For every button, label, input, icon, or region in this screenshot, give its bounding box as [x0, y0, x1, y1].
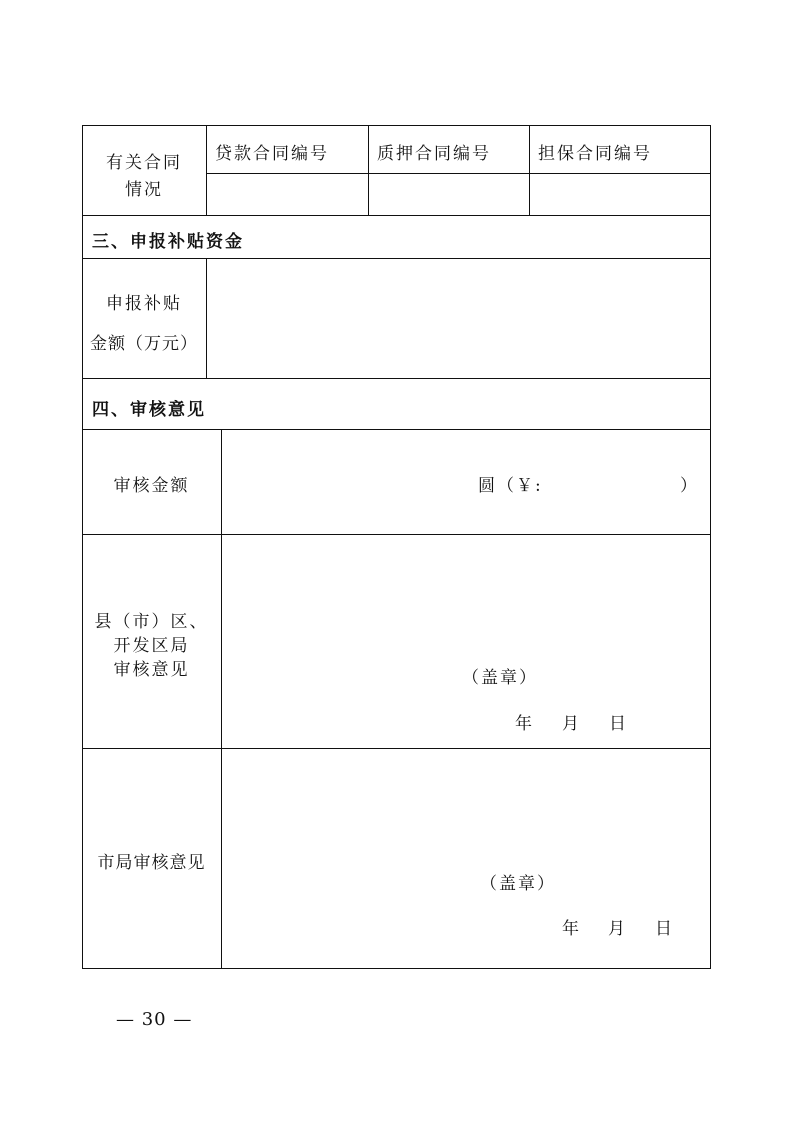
guarantee-contract-field[interactable]: [533, 180, 706, 210]
city-review-label: 市局审核意见: [97, 853, 206, 873]
page-number: — 30 —: [116, 1009, 193, 1030]
rule-contract-mid: [206, 173, 711, 174]
county-month: 月: [562, 714, 581, 734]
rule-audit-amount-bottom: [82, 534, 711, 535]
section3-title: 三、申报补贴资金: [92, 232, 244, 252]
county-day: 日: [609, 714, 628, 734]
rule-county-bottom: [82, 748, 711, 749]
city-year: 年: [562, 919, 581, 939]
county-year: 年: [515, 714, 534, 734]
city-seal: （盖章）: [480, 874, 556, 894]
subsidy-amount-field[interactable]: [212, 264, 706, 372]
rule-top: [82, 125, 711, 126]
loan-contract-field[interactable]: [210, 180, 364, 210]
rule-contract-col1: [206, 125, 207, 215]
rule-contract-bottom: [82, 215, 711, 216]
rule-section4-bottom: [82, 429, 711, 430]
county-review-label-2: 开发区局: [113, 636, 190, 656]
rule-section3-bottom: [82, 258, 711, 259]
subsidy-amount-label-1: 申报补贴: [106, 294, 182, 314]
loan-contract-header: 贷款合同编号: [215, 144, 329, 164]
audit-amount-text: 圆（￥:: [478, 476, 543, 496]
audit-amount-label: 审核金额: [113, 476, 190, 496]
contracts-row-label-1: 有关合同: [106, 153, 182, 173]
city-day: 日: [655, 919, 674, 939]
rule-amount-bottom: [82, 378, 711, 379]
pledge-contract-field[interactable]: [372, 180, 525, 210]
contracts-row-label-2: 情况: [125, 180, 163, 200]
rule-left: [82, 125, 83, 969]
rule-amount-col: [206, 258, 207, 378]
county-review-label-1: 县（市）区、: [94, 612, 209, 632]
rule-bottom: [82, 968, 711, 969]
pledge-contract-header: 质押合同编号: [377, 144, 491, 164]
rule-right: [710, 125, 711, 969]
rule-contract-col3: [529, 125, 530, 215]
city-month: 月: [608, 919, 627, 939]
rule-audit-col: [221, 429, 222, 968]
county-seal: （盖章）: [462, 668, 538, 688]
audit-amount-close: ）: [680, 476, 699, 496]
county-review-label-3: 审核意见: [113, 660, 190, 680]
rule-contract-col2: [368, 125, 369, 215]
subsidy-amount-label-2: 金额（万元）: [90, 334, 198, 354]
section4-title: 四、审核意见: [92, 400, 206, 420]
guarantee-contract-header: 担保合同编号: [538, 144, 652, 164]
